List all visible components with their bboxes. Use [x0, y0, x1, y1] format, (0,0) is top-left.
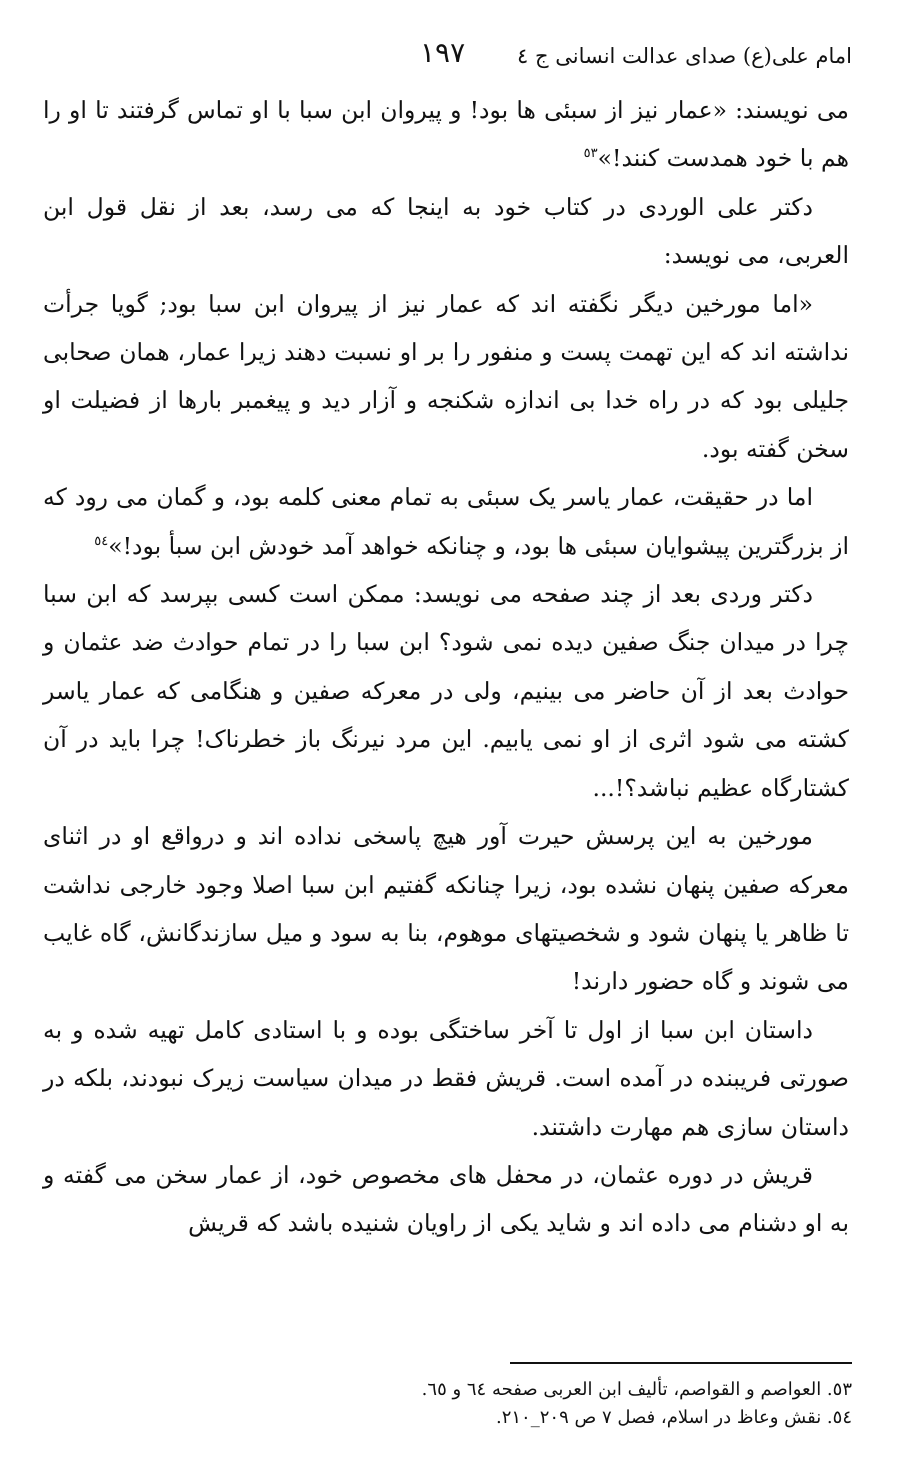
footnote-ref-54: ٥٤: [94, 533, 109, 549]
paragraph-text: می نویسند: «عمار نیز از سبئی ها بود! و پیروان ابن سبا با او تماس گرفتند تا او را هم با خود همدست کنند!»: [43, 96, 849, 173]
page-number: ١٩٧: [420, 36, 466, 69]
paragraph-1: [43, 86, 849, 183]
paragraph-4: [43, 473, 849, 570]
paragraph-7: داستان ابن سبا از اول تا آخر ساختگی بوده و با استادی کامل تهیه شده و به صورتی فریبنده در آمده است. قریش فقط در میدان سیاست زیرک نبودند، بلکه در داستان سازی هم مهارت داشتند.: [43, 1015, 849, 1141]
paragraph-text: اما در حقیقت، عمار یاسر یک سبئی به تمام معنی کلمه بود، و گمان می رود که از بزرگترین پیشوایان سبئی ها بود، و چنانکه خواهد آمد خودش ابن سبأ بود!»: [43, 483, 849, 560]
paragraph-3: «اما مورخین دیگر نگفته اند که عمار نیز از پیروان ابن سبا بود; گویا جرأت نداشته اند که این تهمت پست و منفور را بر او نسبت دهند زیرا عمار، همان صحابی جلیلی بود که در راه خدا بی اندازه شکنجه و آزار دید و پیغمبر بارها از فضیلت او سخن گفته بود.: [43, 289, 849, 463]
footnote-ref-53: ٥٣: [583, 146, 598, 162]
footnote-54: ٥٤. نقش وعاظ در اسلام، فصل ٧ ص ٢٠٩_٢١٠.: [495, 1407, 852, 1428]
footnote-53: ٥٣. العواصم و القواصم، تألیف ابن العربی صفحه ٦٤ و ٦٥.: [421, 1379, 852, 1400]
paragraph-6: مورخین به این پرسش حیرت آور هیچ پاسخی نداده اند و درواقع او در اثنای معرکه صفین پنهان نشده بود، زیرا چنانکه گفتیم ابن سبا اصلا وجود خارجی نداشت تا ظاهر یا پنهان شود و شخصیتهای موهوم، بنا به سود و میل سازندگانش، گاه غایب می شوند و گاه حضور دارند!: [43, 822, 849, 996]
paragraph-2: دکتر علی الوردی در کتاب خود به اینجا که می رسد، بعد از نقل قول ابن العربی، می نویسد:: [43, 192, 849, 270]
paragraph-5: دکتر وردی بعد از چند صفحه می نویسد: ممکن است کسی بپرسد که ابن سبا چرا در میدان جنگ صفین دیده نمی شود؟ ابن سبا را در تمام حوادث ضد عثمان و حوادث بعد از آن حاضر می بینیم، ولی در معرکه صفین و هنگامی که عمار یاسر کشته می شود اثری از او نمی یابیم. این مرد نیرنگ باز خطرناک! چرا باید در آن کشتارگاه عظیم نباشد؟!...: [43, 580, 849, 802]
paragraph-8: قریش در دوره عثمان، در محفل های مخصوص خود، از عمار سخن می گفته و به او دشنام می داده اند و شاید یکی از راویان شنیده باشد که قریش: [43, 1160, 849, 1238]
footnotes: [252, 1376, 852, 1432]
body-text: [43, 86, 849, 1248]
running-title: امام علی(ع) صدای عدالت انسانی ج ٤: [517, 44, 852, 68]
page-header: [0, 36, 900, 76]
footnote-divider: [510, 1362, 852, 1364]
